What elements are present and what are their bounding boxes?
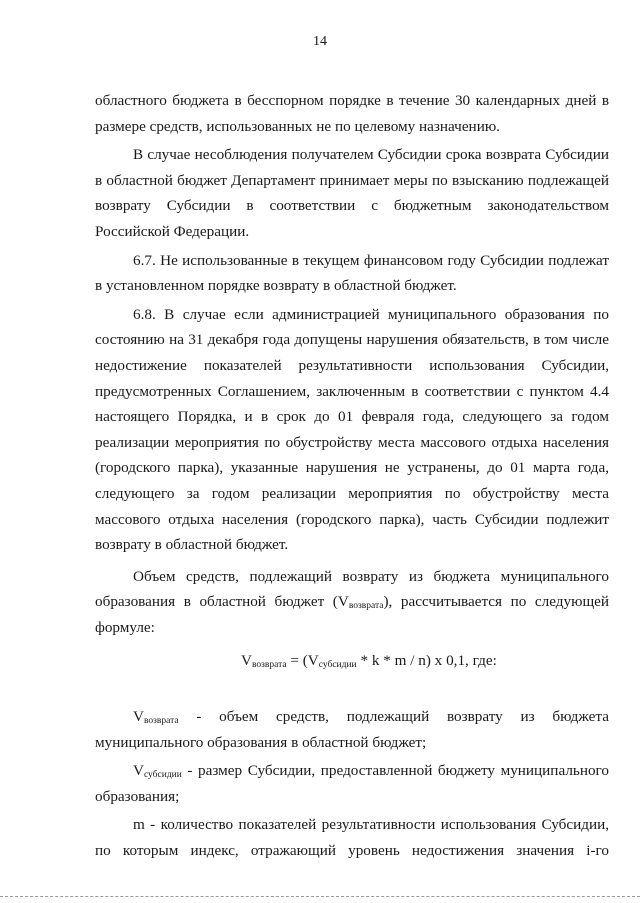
text-segment: Объем средств, подлежащий возврату из бюджета муниципального образования в областной бюджет (V [95, 567, 609, 611]
paragraph-return-volume [95, 564, 609, 641]
subscript-return: возврата [348, 601, 384, 612]
paragraph-non-compliance: В случае несоблюдения получателем Субсидии срока возврата Субсидии в областной бюджет Департамент принимает меры по взысканию подлежащей возврату Субсидии в соответствии с бюджетным законодательством Российской Федерации. [95, 146, 609, 240]
formula-subscript: возврата [251, 660, 287, 671]
definition-m: m - количество показателей результативности использования Субсидии, по которым индекс, отражающий уровень недостижения значения i-го [95, 816, 609, 860]
formula [95, 648, 609, 674]
definition-v-subsidy [95, 758, 609, 809]
document-body [95, 88, 609, 864]
definition-variable: V [133, 762, 144, 780]
page-bottom-edge [0, 896, 640, 897]
formula-variable: V [241, 652, 252, 670]
page-number: 14 [313, 34, 327, 49]
definition-subscript: возврата [143, 716, 179, 727]
definition-variable: V [133, 708, 144, 726]
text-segment: ), рассчитывается по следующей формуле: [95, 593, 610, 636]
definition-text: - объем средств, подлежащий возврату из бюджета муниципального образования в областной бюджет; [95, 708, 609, 751]
definition-subscript: субсидии [143, 770, 182, 781]
definition-v-return [95, 704, 609, 755]
paragraph-continuation: областного бюджета в бесспорном порядке в течение 30 календарных дней в размере средств, использованных не по целевому назначению. [95, 92, 609, 135]
definition-text: - размер Субсидии, предоставленной бюджету муниципального образования; [95, 762, 609, 805]
paragraph-6-8: 6.8. В случае если администрацией муниципального образования по состоянию на 31 декабря года допущены нарушения обязательств, в том числе недостижение показателей результативности использования Субсидии, предусмотренных Соглашением, заключенным в соответствии с пунктом 4.4 настоящего Порядка, и в срок до 01 февраля года, следующего за годом реализации мероприятия по обустройству места массового отдыха населения (городского парка), указанные нарушения не устранены, до 01 марта года, следующего за годом реализации мероприятия по обустройству места массового отдыха населения (городского парка), часть Субсидии подлежит возврату в областной бюджет. [95, 305, 609, 554]
formula-text: = (V [286, 652, 319, 670]
paragraph-6-7: 6.7. Не использованные в текущем финансовом году Субсидии подлежат в установленном порядке возврату в областной бюджет. [95, 251, 609, 295]
formula-text: * k * m / n) x 0,1, где: [356, 652, 497, 670]
formula-subscript: субсидии [318, 660, 357, 671]
